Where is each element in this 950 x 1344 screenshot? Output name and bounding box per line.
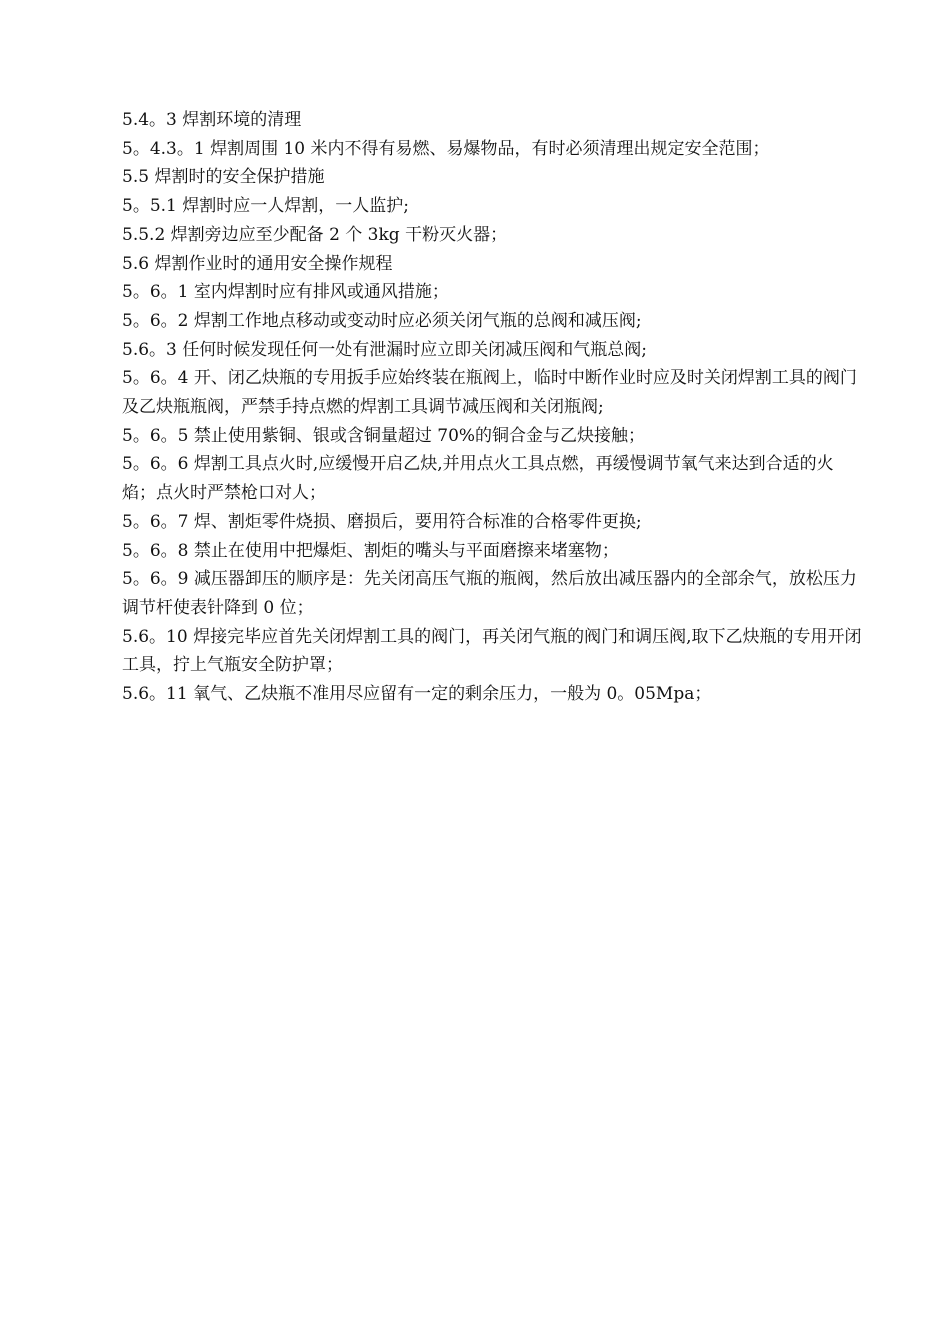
paragraph-5-6-4: 5。6。4 开、闭乙炔瓶的专用扳手应始终装在瓶阀上，临时中断作业时应及时关闭焊割工具的阀门及乙炔瓶瓶阀，严禁手持点燃的焊割工具调节减压阀和关闭瓶阀; (122, 368, 857, 418)
paragraph-5-6-10: 5.6。10 焊接完毕应首先关闭焊割工具的阀门，再关闭气瓶的阀门和调压阀,取下乙炔瓶的专用开闭工具，拧上气瓶安全防护罩； (122, 626, 862, 676)
paragraph-5-6-1: 5。6。1 室内焊割时应有排风或通风措施； (122, 282, 449, 303)
paragraph-5-6-9: 5。6。9 减压器卸压的顺序是：先关闭高压气瓶的瓶阀，然后放出减压器内的全部余气，放松压力调节杆使表针降到 0 位； (122, 569, 857, 618)
document-body (122, 106, 867, 709)
paragraph-5-6-6: 5。6。6 焊割工具点火时,应缓慢开启乙炔,并用点火工具点燃，再缓慢调节氧气来达到合适的火焰；点火时严禁枪口对人； (122, 454, 834, 504)
paragraph-5-6-3: 5.6。3 任何时候发现任何一处有泄漏时应立即关闭减压阀和气瓶总阀; (122, 339, 647, 360)
section-heading-5-6: 5.6 焊割作业时的通用安全操作规程 (122, 253, 393, 274)
section-heading-5-5: 5.5 焊割时的安全保护措施 (122, 167, 325, 188)
paragraph-5-6-8: 5。6。8 禁止在使用中把爆炬、割炬的嘴头与平面磨擦来堵塞物； (122, 540, 619, 561)
paragraph-5-4-3-1: 5。4.3。1 焊割周围 10 米内不得有易燃、易爆物品，有时必须清理出规定安全范围； (122, 138, 770, 159)
paragraph-5-5-2: 5.5.2 焊割旁边应至少配备 2 个 3kg 干粉灭火器； (122, 224, 508, 245)
section-heading-5-4-3: 5.4。3 焊割环境的清理 (122, 110, 302, 130)
paragraph-5-6-2: 5。6。2 焊割工作地点移动或变动时应必须关闭气瓶的总阀和减压阀; (122, 310, 642, 331)
paragraph-5-6-7: 5。6。7 焊、割炬零件烧损、磨损后，要用符合标准的合格零件更换; (122, 511, 642, 532)
paragraph-5-6-5: 5。6。5 禁止使用紫铜、银或含铜量超过 70%的铜合金与乙炔接触； (122, 425, 646, 446)
paragraph-5-6-11: 5.6。11 氧气、乙炔瓶不准用尽应留有一定的剩余压力，一般为 0。05Mpa； (122, 684, 712, 705)
paragraph-5-5-1: 5。5.1 焊割时应一人焊割，一人监护; (122, 196, 409, 217)
